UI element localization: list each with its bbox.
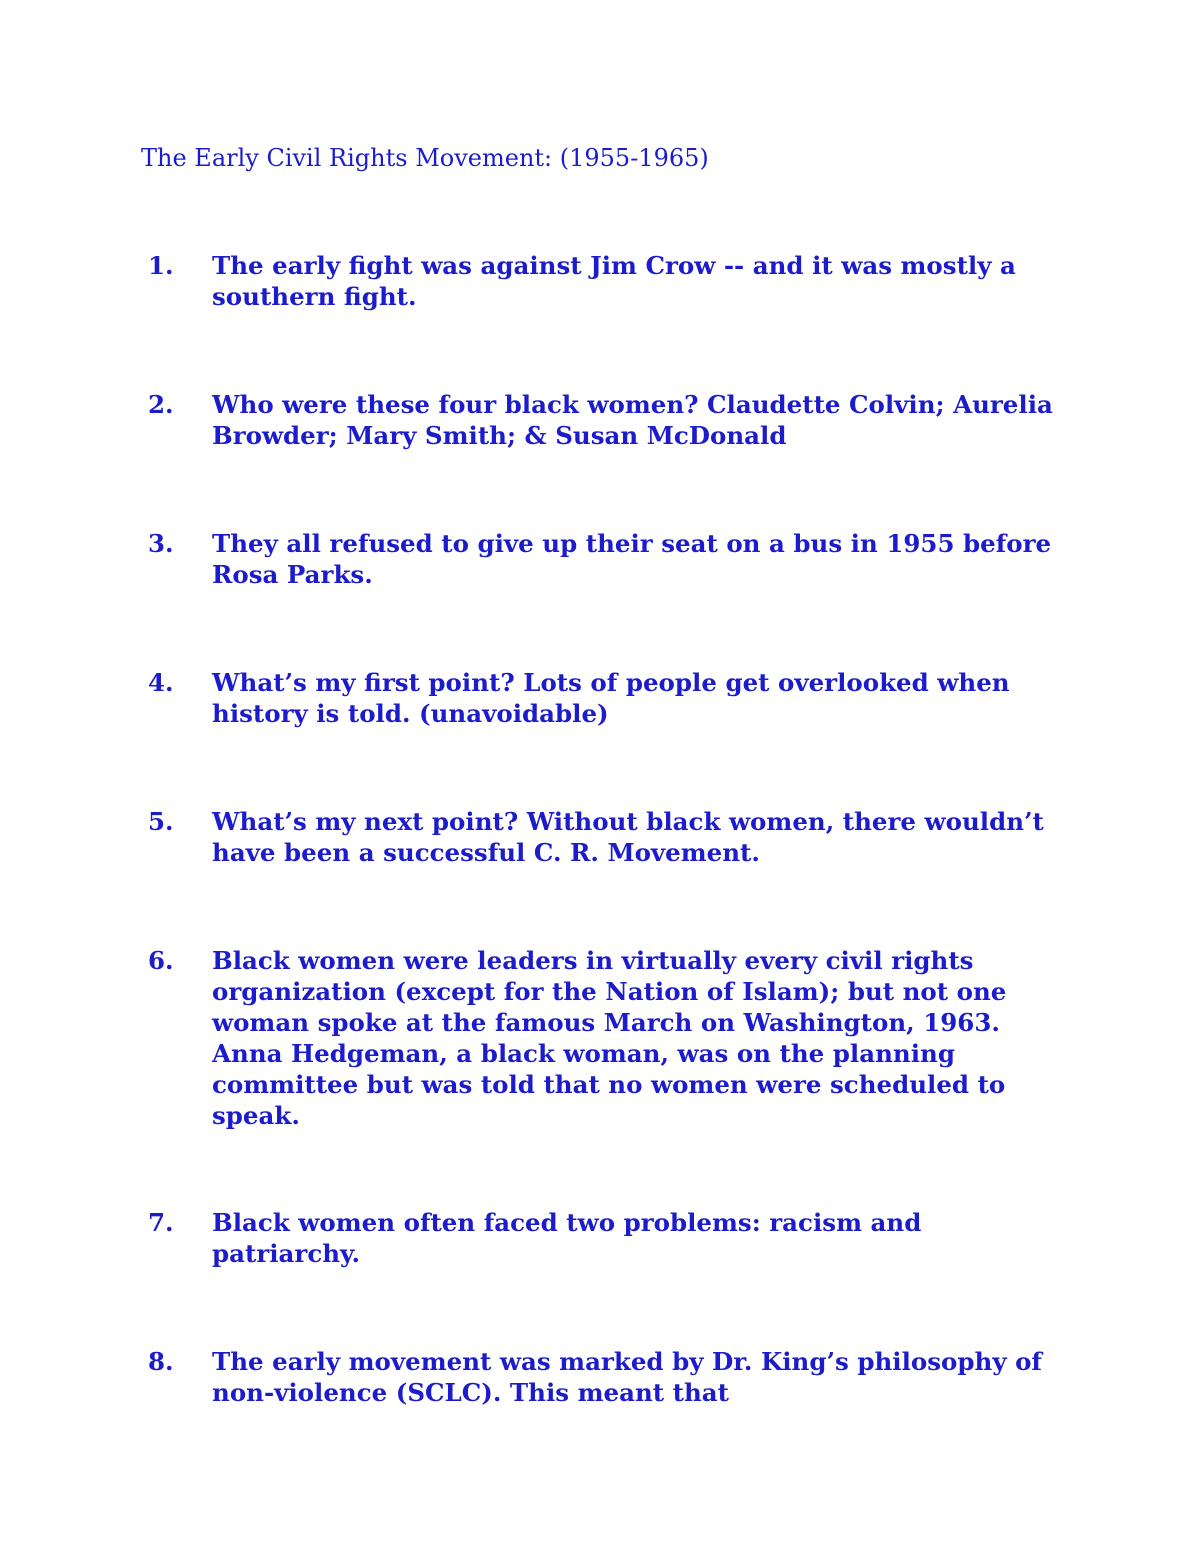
list-item-text: Black women often faced two problems: racism and patriarchy. [212, 1208, 922, 1268]
document-title: The Early Civil Rights Movement: (1955-1965) [141, 144, 709, 172]
list-item-number: 2. [148, 390, 174, 419]
list-item [148, 945, 1068, 1131]
list-item-text: They all refused to give up their seat on a bus in 1955 before Rosa Parks. [212, 529, 1052, 589]
list-item-text: Black women were leaders in virtually every civil rights organization (except for the Nation of Islam); but not one woman spoke at the famous March on Washington, 1963. Anna Hedgeman, a black woman, was on the planning committee but was told that no women were scheduled to speak. [212, 946, 1007, 1130]
list-item-number: 3. [148, 529, 174, 558]
list-item-number: 7. [148, 1208, 174, 1237]
list-item-number: 8. [148, 1347, 174, 1376]
list-item-text: What’s my first point? Lots of people get overlooked when history is told. (unavoidable) [212, 668, 1010, 728]
list-item-text: What’s my next point? Without black women, there wouldn’t have been a successful C. R. Movement. [212, 807, 1044, 867]
list-item [148, 528, 1068, 590]
list-item-number: 5. [148, 807, 174, 836]
list-item [148, 1207, 1068, 1269]
list-item [148, 389, 1068, 451]
list-item-number: 1. [148, 251, 174, 280]
list-item [148, 250, 1068, 312]
list-item-text: The early fight was against Jim Crow -- and it was mostly a southern fight. [212, 251, 1016, 311]
list-item [148, 806, 1068, 868]
list-item-number: 6. [148, 946, 174, 975]
list-item-text: The early movement was marked by Dr. King’s philosophy of non-violence (SCLC). This meant that [212, 1347, 1042, 1407]
list-item [148, 667, 1068, 729]
list-item-number: 4. [148, 668, 174, 697]
list-item-text: Who were these four black women? Claudette Colvin; Aurelia Browder; Mary Smith; & Susan McDonald [212, 390, 1053, 450]
list-item [148, 1346, 1068, 1408]
